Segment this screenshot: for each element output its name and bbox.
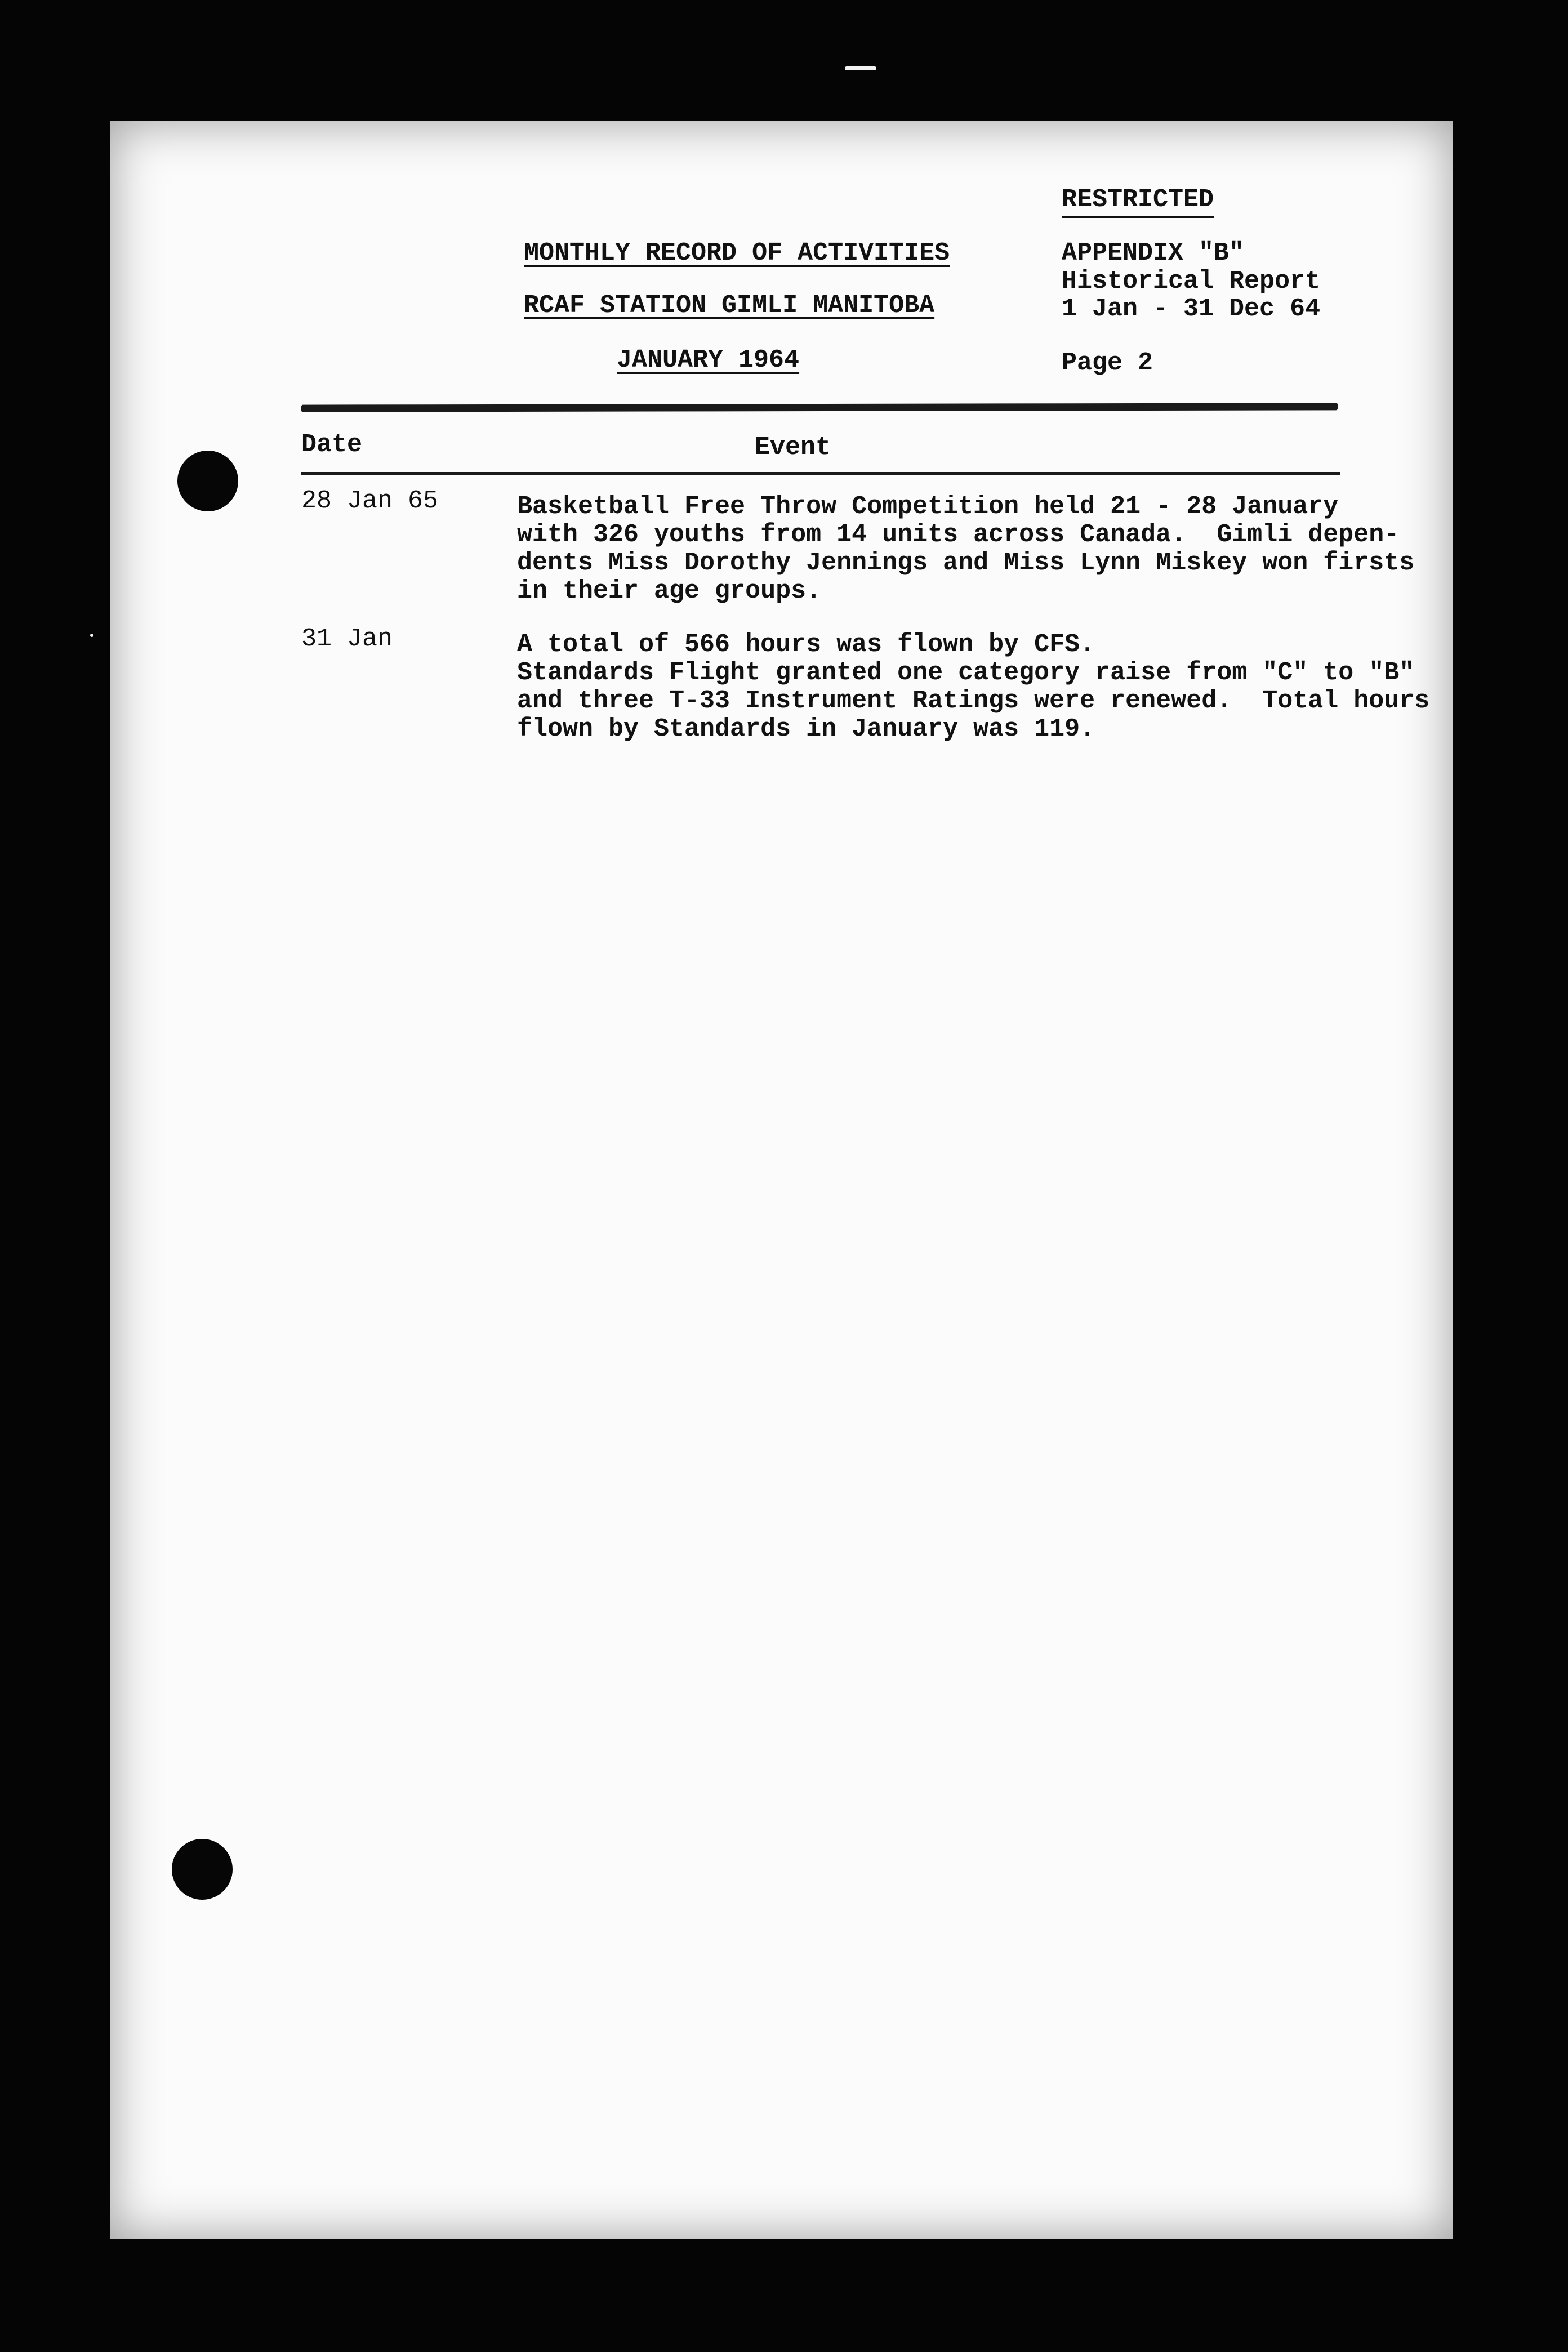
event-text-line: Basketball Free Throw Competition held 21 - 28 January — [517, 492, 1339, 521]
row-event — [517, 630, 1430, 755]
title-line-3: JANUARY 1964 — [617, 346, 800, 375]
row-date: 28 Jan 65 — [301, 487, 439, 515]
report-name: Historical Report — [1062, 267, 1321, 296]
column-header-divider — [301, 472, 1340, 475]
column-header-date: Date — [301, 430, 363, 459]
punch-hole — [177, 451, 238, 511]
event-text-line: dents Miss Dorothy Jennings and Miss Lynn Miskey won firsts — [517, 549, 1415, 577]
page-number: Page 2 — [1062, 349, 1153, 377]
event-text-line: in their age groups. — [517, 577, 822, 605]
event-text-line: with 326 youths from 14 units across Canada. Gimli depen- — [517, 520, 1400, 549]
event-text-line: and three T-33 Instrument Ratings were renewed. Total hours — [517, 687, 1430, 715]
event-text-line: flown by Standards in January was 119. — [517, 715, 1095, 743]
title-line-1: MONTHLY RECORD OF ACTIVITIES — [524, 239, 950, 268]
column-header-event: Event — [755, 433, 831, 462]
report-period: 1 Jan - 31 Dec 64 — [1062, 295, 1321, 323]
classification-label: RESTRICTED — [1062, 186, 1214, 218]
header-divider — [301, 403, 1338, 412]
appendix-label: APPENDIX "B" — [1062, 239, 1245, 268]
row-event — [517, 492, 1415, 617]
event-text-line: A total of 566 hours was flown by CFS. — [517, 630, 1095, 659]
event-text-line: Standards Flight granted one category raise from "C" to "B" — [517, 658, 1415, 687]
film-scratch-mark — [845, 66, 876, 70]
row-date: 31 Jan — [301, 625, 393, 653]
title-line-2: RCAF STATION GIMLI MANITOBA — [524, 291, 935, 320]
dust-speck — [90, 634, 93, 637]
punch-hole — [172, 1839, 233, 1900]
document-page — [110, 121, 1453, 2239]
